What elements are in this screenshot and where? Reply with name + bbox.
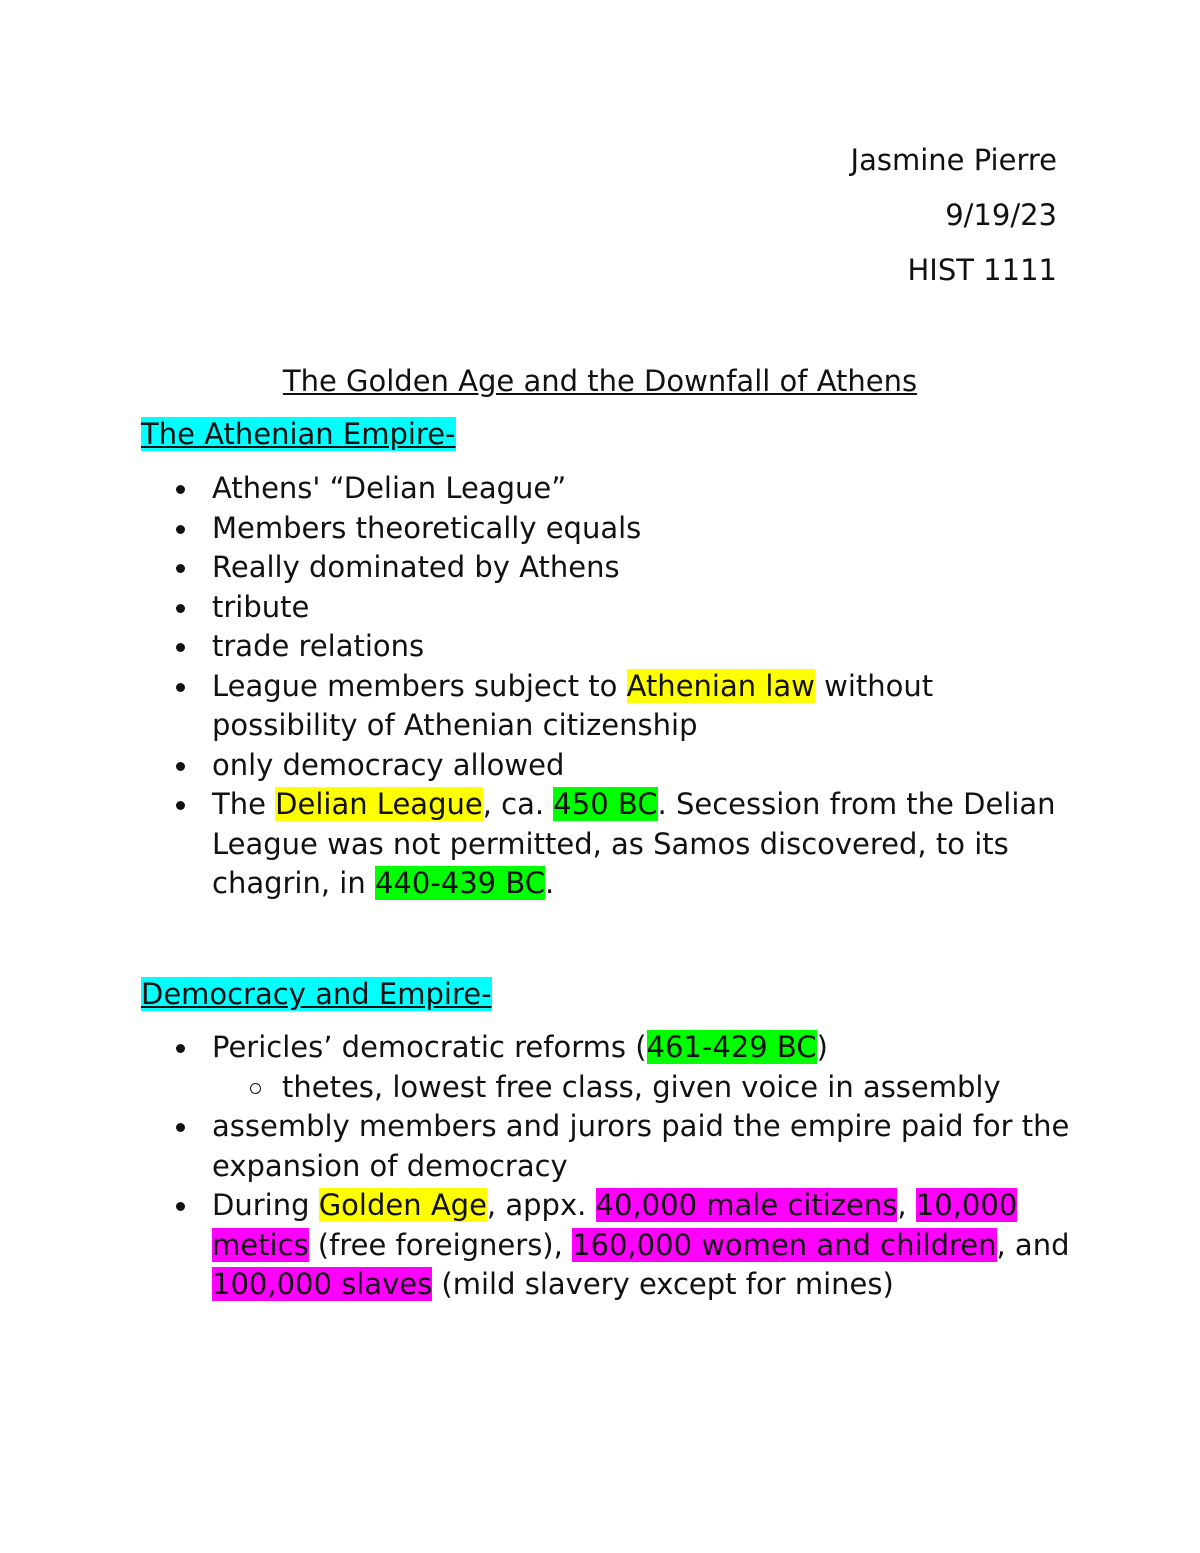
highlight-golden-age: Golden Age xyxy=(318,1188,487,1222)
list-item: Really dominated by Athens xyxy=(0,548,1072,588)
bullet-icon xyxy=(176,564,185,573)
section-heading-athenian-empire: The Athenian Empire- xyxy=(141,417,456,451)
highlight-date-461bc: 461-429 BC xyxy=(646,1030,817,1064)
list-item: The Delian League, ca. 450 BC. Secession from the Delian League was not permitted, as Samos discovered, to its chagrin, in 440-439 BC. xyxy=(0,785,1072,904)
list-item: trade relations xyxy=(0,627,1072,667)
highlight-slaves: 100,000 slaves xyxy=(212,1267,433,1301)
course-line: HIST 1111 xyxy=(907,253,1057,287)
bullet-icon xyxy=(176,762,185,771)
list-item: Athens' “Delian League” xyxy=(0,469,1072,509)
highlight-women-children: 160,000 women and children xyxy=(572,1227,997,1262)
bullet-icon xyxy=(176,801,185,810)
bullet-icon xyxy=(176,485,185,494)
bullet-icon xyxy=(176,683,185,692)
list-item: tribute xyxy=(0,588,1072,628)
date-line: 9/19/23 xyxy=(945,198,1057,232)
bullet-icon xyxy=(176,643,185,652)
highlight-date-450bc: 450 BC xyxy=(553,787,658,821)
bullet-icon xyxy=(176,604,185,613)
list-item: League members subject to Athenian law without possibility of Athenian citizenship xyxy=(0,667,1072,746)
bullet-icon xyxy=(176,1044,185,1053)
list-item: only democracy allowed xyxy=(0,746,1072,786)
page-title: The Golden Age and the Downfall of Athens xyxy=(282,364,918,398)
democracy-empire-bullet-list xyxy=(0,1028,1072,1305)
list-item: During Golden Age, appx. 40,000 male citizens, 10,000 metics (free foreigners), 160,000 women and children, and 100,000 slaves (mild slavery except for mines) xyxy=(0,1186,1072,1305)
athenian-empire-bullet-list xyxy=(0,469,1072,904)
highlight-metics: 10,000 metics xyxy=(212,1188,1018,1262)
bullet-icon xyxy=(176,1202,185,1211)
highlight-athenian-law: Athenian law xyxy=(626,668,815,703)
list-item: Pericles’ democratic reforms (461-429 BC) xyxy=(0,1028,1072,1068)
highlight-date-440bc: 440-439 BC xyxy=(374,866,545,900)
sub-list-item: thetes, lowest free class, given voice in assembly xyxy=(0,1068,1072,1108)
bullet-icon xyxy=(176,525,185,534)
circle-bullet-icon xyxy=(250,1083,261,1094)
highlight-delian-league: Delian League xyxy=(275,787,483,821)
list-item: Members theoretically equals xyxy=(0,509,1072,549)
section-heading-democracy-empire: Democracy and Empire- xyxy=(141,977,492,1011)
highlight-male-citizens: 40,000 male citizens xyxy=(595,1188,898,1222)
bullet-icon xyxy=(176,1123,185,1132)
author-name: Jasmine Pierre xyxy=(850,143,1057,177)
list-item: assembly members and jurors paid the empire paid for the expansion of democracy xyxy=(0,1107,1072,1186)
